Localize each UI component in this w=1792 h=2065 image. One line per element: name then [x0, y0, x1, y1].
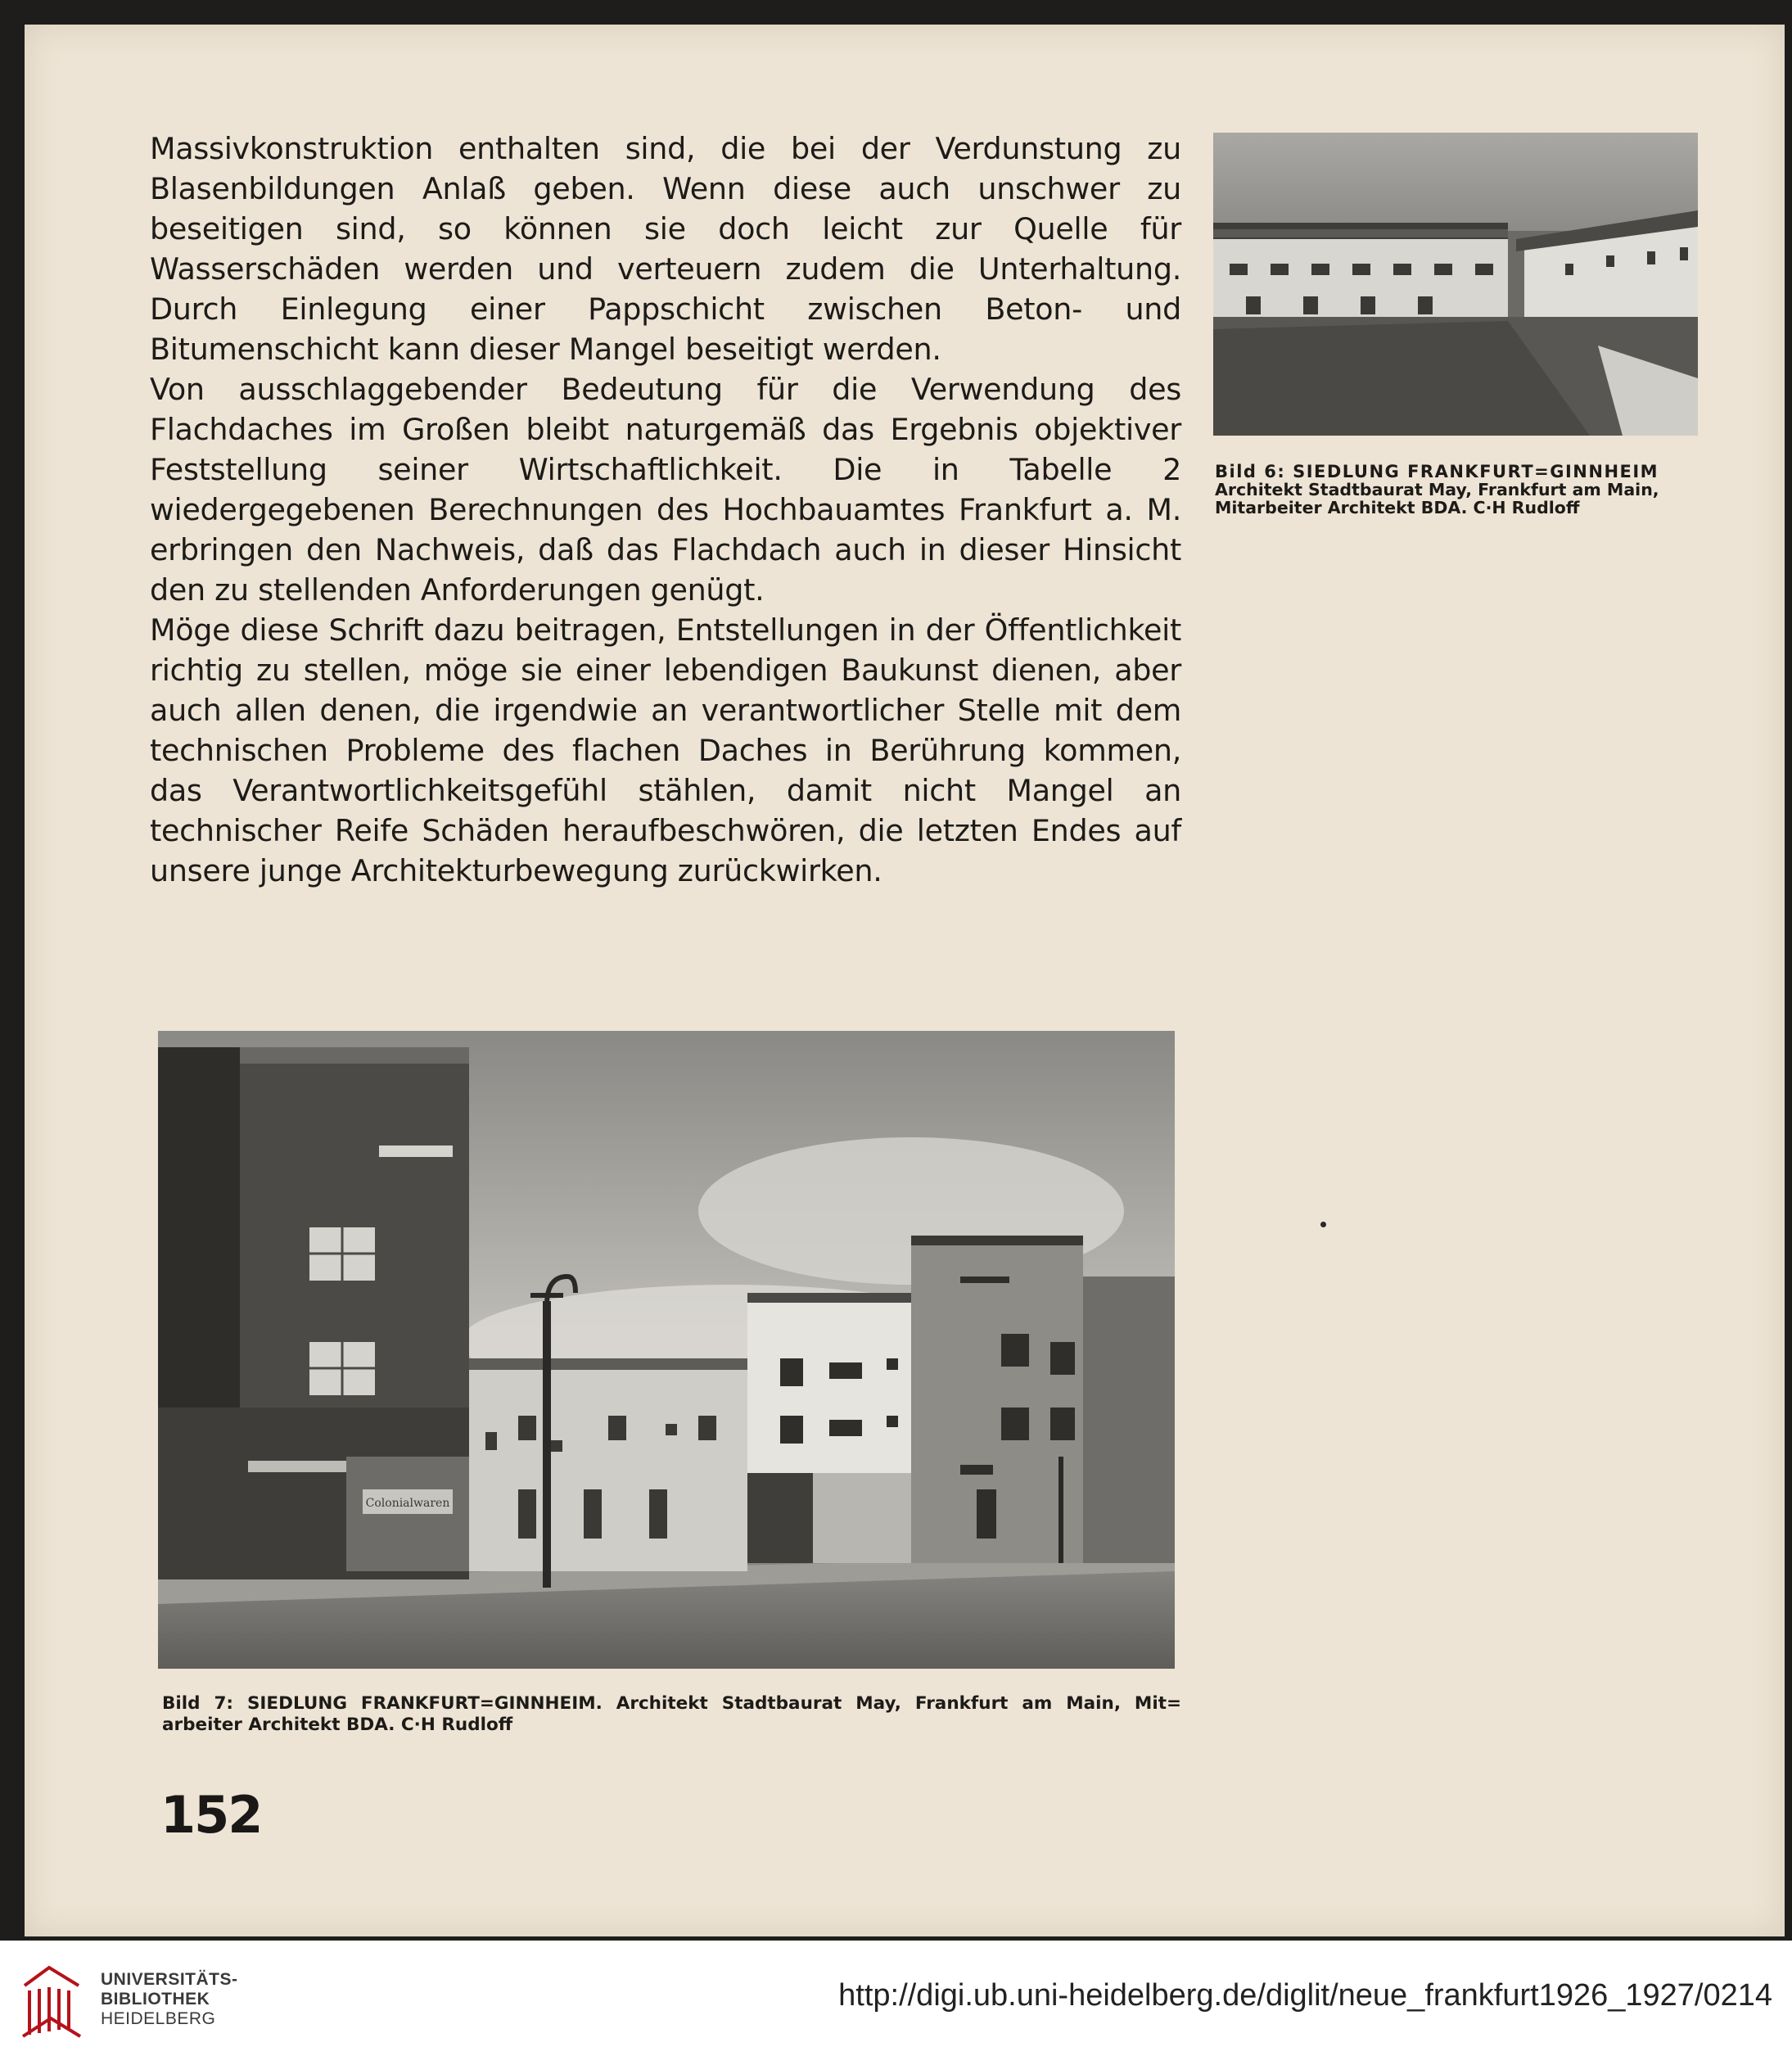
page-number: 152: [160, 1785, 262, 1845]
library-logo-icon[interactable]: [18, 1961, 85, 2040]
library-name-line2: BIBLIOTHEK: [101, 1990, 210, 2009]
library-name-line3: HEIDELBERG: [101, 2009, 216, 2028]
library-name: [101, 1970, 238, 2029]
caption-bild-6-collaborator: Mitarbeiter Architekt BDA. C·H Rudloff: [1215, 498, 1580, 517]
permalink-url[interactable]: http://digi.ub.uni-heidelberg.de/diglit/neue_frankfurt1926_1927/0214: [838, 1978, 1772, 2013]
paragraph-2: Von ausschlaggebender Bedeutung für die Verwendung des Flachdaches im Großen bleibt naturgemäß das Ergebnis objektiver Feststellung seiner Wirtschaftlichkeit. Die in Tabelle 2 wiedergegebenen Berechnungen des Hochbauamtes Frankfurt a. M. erbringen den Nachweis, daß das Flachdach auch in dieser Hinsicht den zu stellenden Anforderungen genügt.: [150, 372, 1181, 608]
caption-bild-7: Bild 7: SIEDLUNG FRANKFURT=GINNHEIM. Architekt Stadtbaurat May, Frankfurt am Main, Mit= arbeiter Architekt BDA. C·H Rudloff: [162, 1693, 1181, 1735]
paragraph-1: Massivkonstruktion enthalten sind, die bei der Verdunstung zu Blasenbildungen Anlaß geben. Wenn diese auch unschwer zu beseitigen sind, so können sie doch leicht zur Quelle für Wasserschäden werden und verteuern zudem die Unterhaltung. Durch Einlegung einer Pappschicht zwischen Beton- und Bitumenschicht kann dieser Mangel beseitigt werden.: [150, 131, 1181, 367]
caption-bild-6: [1215, 463, 1714, 517]
caption-bild-6-architect: Architekt Stadtbaurat May, Frankfurt am Main,: [1215, 480, 1659, 499]
page-speck: [1320, 1222, 1326, 1227]
photo-bild-6: [1213, 133, 1698, 436]
library-name-line1: UNIVERSITÄTS-: [101, 1970, 238, 1989]
body-text: [150, 129, 1181, 891]
shop-sign: Colonialwaren: [365, 1497, 450, 1510]
paragraph-3: Möge diese Schrift dazu beitragen, Entstellungen in der Öffentlichkeit richtig zu stellen, möge sie einer lebendigen Baukunst dienen, aber auch allen denen, die irgendwie an verantwortlicher Stelle mit dem technischen Probleme des flachen Daches in Berührung kommen, das Verantwortlichkeitsgefühl stählen, damit nicht Mangel an technischer Reife Schäden heraufbeschwören, die letzten Endes auf unsere junge Architekturbewegung zurückwirken.: [150, 612, 1181, 888]
caption-bild-6-title: Bild 6: SIEDLUNG FRANKFURT=GINNHEIM: [1215, 462, 1659, 481]
photo-bild-7: [158, 1031, 1175, 1669]
